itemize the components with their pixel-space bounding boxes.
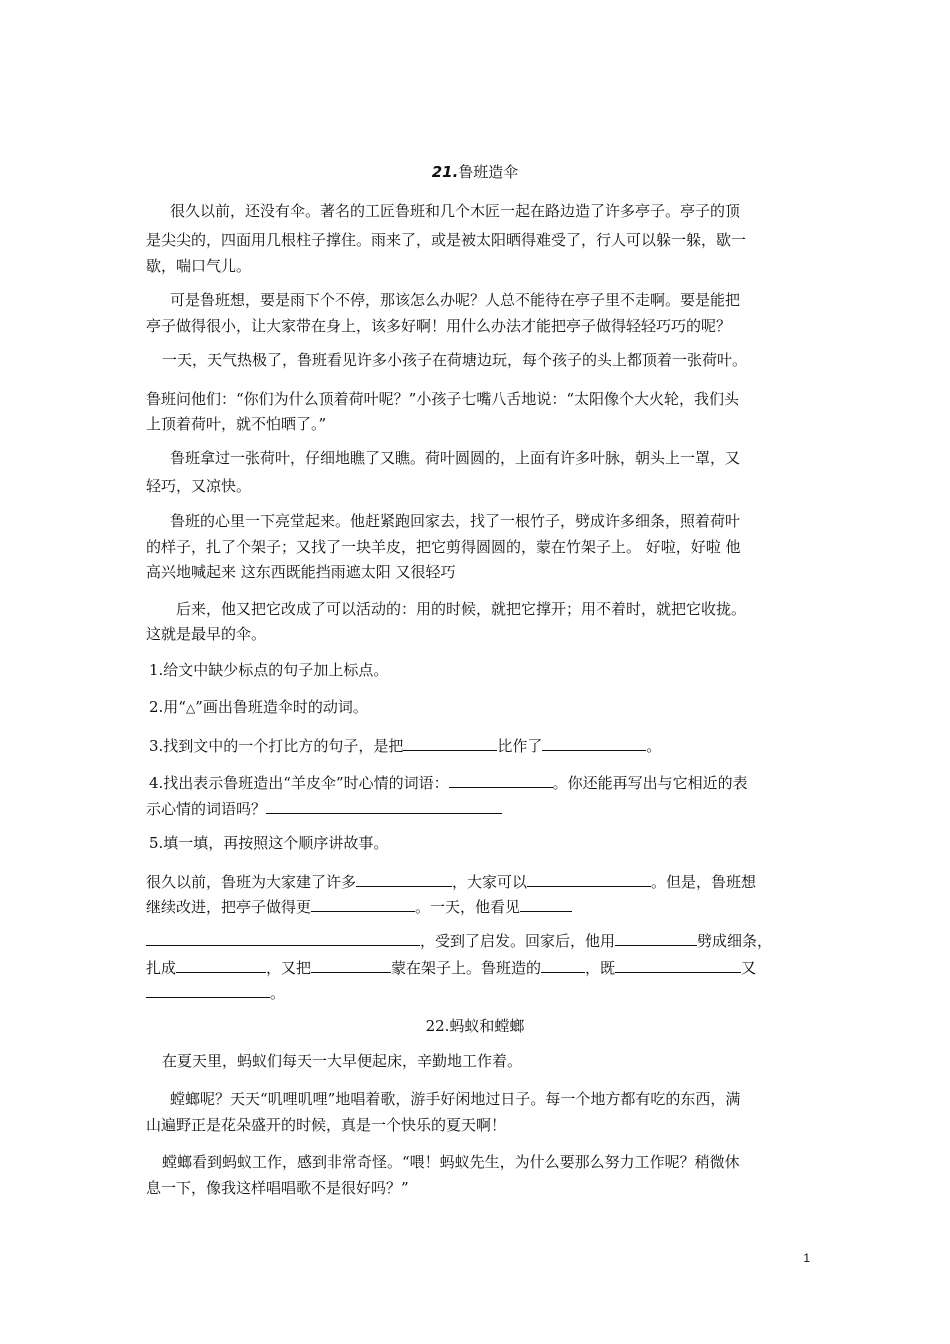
- fill-text: 。: [270, 984, 286, 1002]
- fill-text: 蒙在架子上。鲁班造的: [391, 959, 542, 977]
- fill-line-1: [146, 869, 806, 895]
- question-3-text-c: 。: [646, 737, 662, 755]
- story-number-1: 21.: [431, 163, 459, 181]
- page-number: 1: [803, 1251, 810, 1265]
- question-4-text-b: 。你还能再写出与它相近的表: [552, 774, 748, 792]
- question-3: [149, 733, 809, 759]
- answer-blank[interactable]: [146, 928, 420, 946]
- answer-blank[interactable]: [615, 955, 741, 973]
- paragraph-line: 高兴地喊起来 这东西既能挡雨遮太阳 又很轻巧: [146, 563, 456, 581]
- question-2-text-a: 2.用“: [149, 698, 186, 716]
- answer-blank[interactable]: [449, 770, 553, 788]
- fill-text: ，受到了启发。回家后，他用: [420, 932, 616, 950]
- paragraph-line: 可是鲁班想，要是雨下个不停，那该怎么办呢？人总不能待在亭子里不走啊。要是能把: [170, 291, 741, 309]
- triangle-icon: △: [185, 701, 196, 715]
- story-title-text-1: 鲁班造伞: [458, 163, 519, 181]
- fill-text: 。但是，鲁班想: [651, 873, 757, 891]
- paragraph-line: 后来，他又把它改成了可以活动的：用的时候，就把它撑开；用不着时，就把它收拢。: [176, 600, 747, 618]
- question-3-text-a: 3.找到文中的一个打比方的句子，是把: [149, 737, 404, 755]
- answer-blank[interactable]: [541, 955, 585, 973]
- paragraph-line: 鲁班的心里一下亮堂起来。他赶紧跑回家去，找了一根竹子，劈成许多细条，照着荷叶: [170, 512, 741, 530]
- paragraph-line: 很久以前，还没有伞。著名的工匠鲁班和几个木匠一起在路边造了许多亭子。亭子的顶: [170, 202, 741, 220]
- paragraph-line: 一天，天气热极了，鲁班看见许多小孩子在荷塘边玩，每个孩子的头上都顶着一张荷叶。: [162, 351, 748, 369]
- fill-text: 劈成细条，: [697, 932, 773, 950]
- story-title-1: [0, 160, 950, 185]
- fill-line-4: [146, 955, 806, 981]
- fill-line-5: [146, 980, 806, 1006]
- fill-text: 。一天，他看见: [415, 898, 521, 916]
- answer-blank[interactable]: [520, 894, 572, 912]
- answer-blank[interactable]: [266, 796, 502, 814]
- paragraph-line: 息一下，像我这样唱唱歌不是很好吗？”: [146, 1179, 409, 1197]
- answer-blank[interactable]: [176, 955, 266, 973]
- paragraph-line: 上顶着荷叶，就不怕晒了。”: [146, 415, 327, 433]
- question-3-text-b: 比作了: [497, 737, 543, 755]
- paragraph-line: 是尖尖的，四面用几根柱子撑住。雨来了，或是被太阳晒得难受了，行人可以躲一躲，歇一: [146, 231, 747, 249]
- paragraph-line: 鲁班拿过一张荷叶，仔细地瞧了又瞧。荷叶圆圆的，上面有许多叶脉，朝头上一罩，又: [170, 449, 741, 467]
- fill-text: 很久以前，鲁班为大家建了许多: [146, 873, 357, 891]
- answer-blank[interactable]: [311, 894, 415, 912]
- answer-blank[interactable]: [527, 869, 651, 887]
- paragraph-line: 这就是最早的伞。: [146, 625, 267, 643]
- paragraph-line: 的样子，扎了个架子；又找了一块羊皮，把它剪得圆圆的，蒙在竹架子上。 好啦，好啦 他: [146, 538, 741, 556]
- paragraph-line: 螳螂看到蚂蚁工作，感到非常奇怪。“喂！蚂蚁先生，为什么要那么努力工作呢？稍微休: [162, 1153, 740, 1171]
- paragraph-line: 轻巧，又凉快。: [146, 477, 252, 495]
- fill-text: 扎成: [146, 959, 177, 977]
- paragraph-line: 在夏天里，蚂蚁们每天一大早便起床，辛勤地工作着。: [162, 1052, 523, 1070]
- question-4-text-c: 示心情的词语吗？: [146, 800, 267, 818]
- answer-blank[interactable]: [356, 869, 452, 887]
- answer-blank[interactable]: [615, 928, 697, 946]
- answer-blank[interactable]: [403, 733, 497, 751]
- answer-blank[interactable]: [146, 980, 270, 998]
- fill-line-3: [146, 928, 806, 954]
- fill-text: ，既: [585, 959, 616, 977]
- question-4-line-2: [146, 796, 806, 822]
- fill-line-2: [146, 894, 806, 920]
- question-5: 5.填一填，再按照这个顺序讲故事。: [149, 834, 389, 852]
- fill-text: ，又把: [266, 959, 312, 977]
- answer-blank[interactable]: [311, 955, 391, 973]
- question-1: 1.给文中缺少标点的句子加上标点。: [149, 661, 389, 679]
- fill-text: 继续改进，把亭子做得更: [146, 898, 312, 916]
- paragraph-line: 亭子做得很小，让大家带在身上，该多好啊！用什么办法才能把亭子做得轻轻巧巧的呢？: [146, 317, 732, 335]
- paragraph-line: 山遍野正是花朵盛开的时候，真是一个快乐的夏天啊！: [146, 1116, 507, 1134]
- answer-blank[interactable]: [542, 733, 646, 751]
- paragraph-line: 螳螂呢？天天“叽哩叽哩”地唱着歌，游手好闲地过日子。每一个地方都有吃的东西，满: [170, 1090, 741, 1108]
- question-2: [149, 695, 809, 721]
- paragraph-line: 鲁班问他们：“你们为什么顶着荷叶呢？”小孩子七嘴八舌地说：“太阳像个大火轮，我们头: [146, 390, 740, 408]
- paragraph-line: 歇，喘口气儿。: [146, 257, 252, 275]
- story-title-2: 22.蚂蚁和螳螂: [425, 1017, 525, 1035]
- question-4-text-a: 4.找出表示鲁班造出“羊皮伞”时心情的词语：: [149, 774, 449, 792]
- question-2-text-b: ”画出鲁班造伞时的动词。: [195, 698, 368, 716]
- fill-text: 又: [741, 959, 757, 977]
- fill-text: ，大家可以: [452, 873, 528, 891]
- question-4: [149, 770, 809, 796]
